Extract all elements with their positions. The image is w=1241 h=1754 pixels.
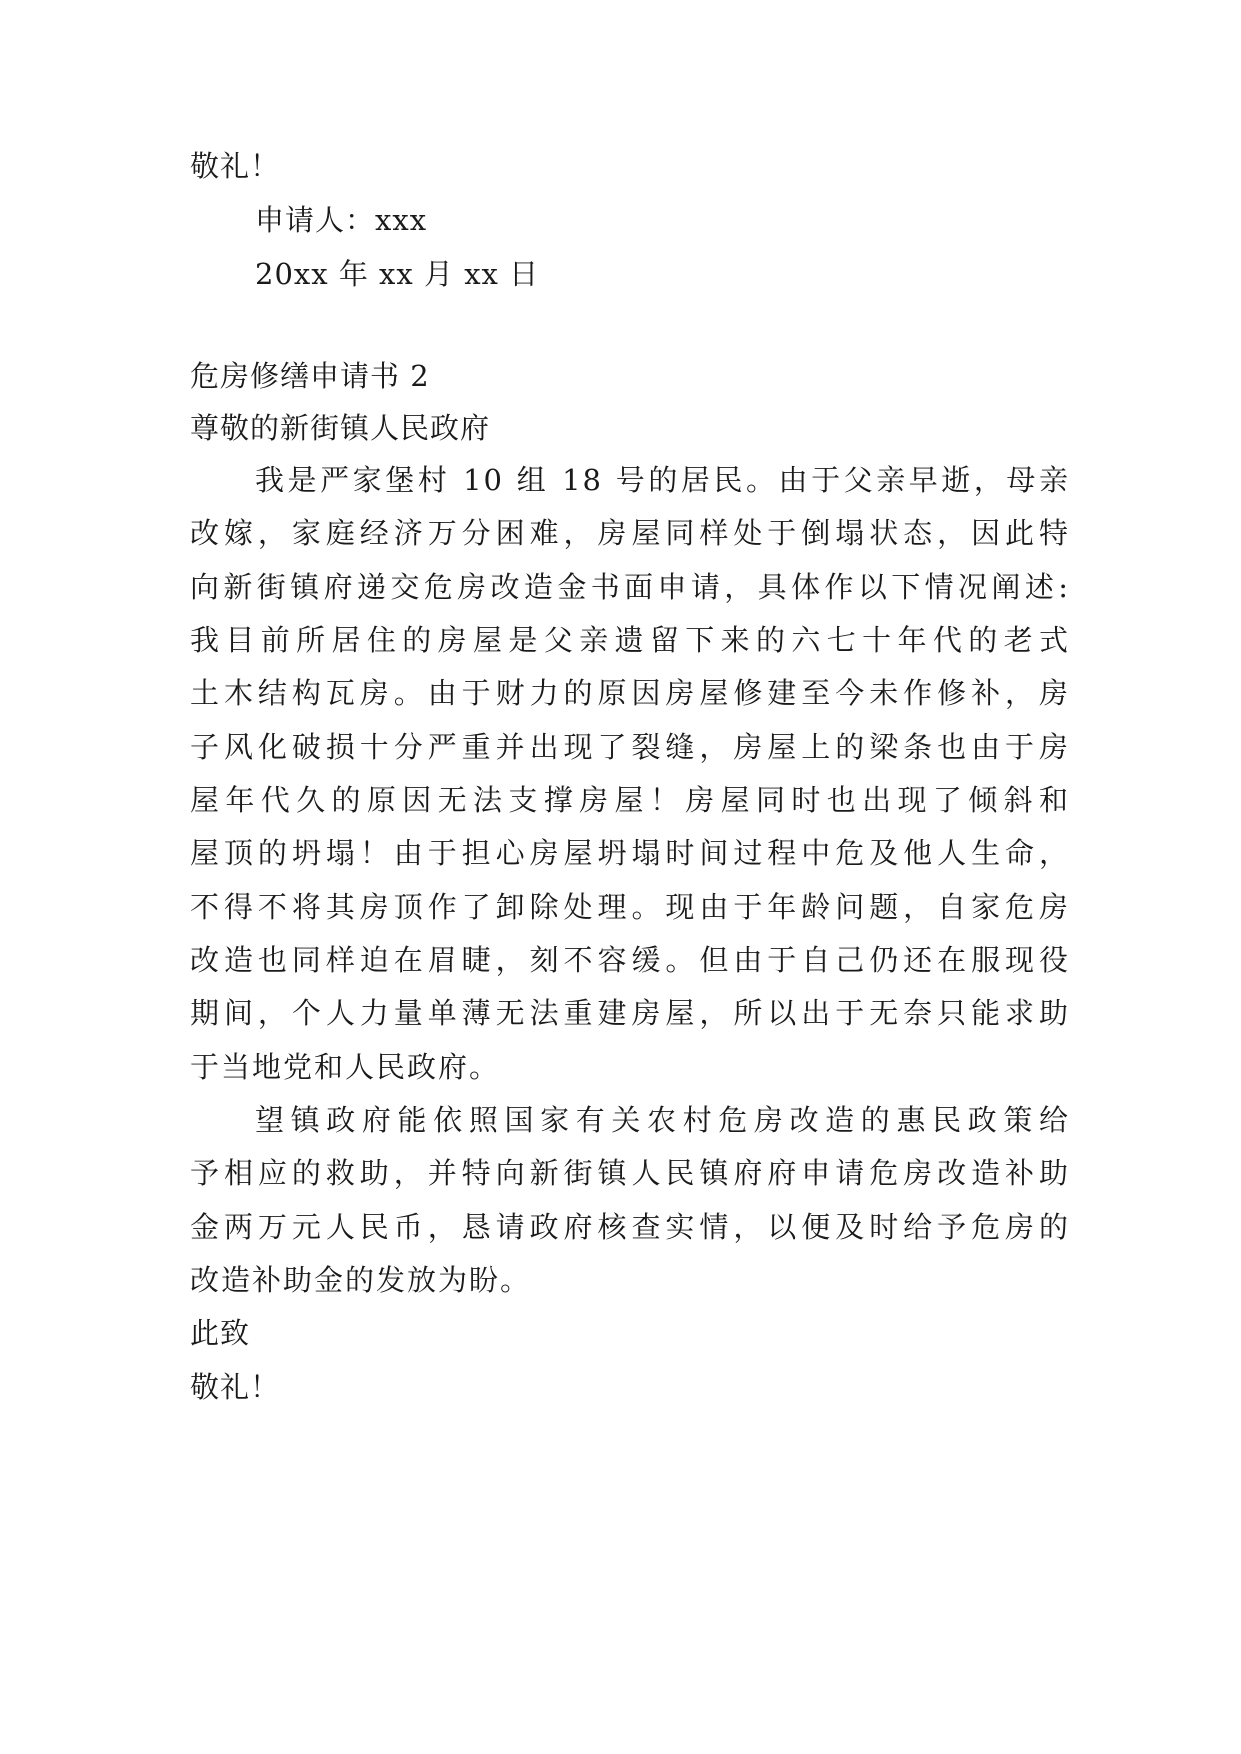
paragraph1-line: 土木结构瓦房。由于财力的原因房屋修建至今未作修补，房	[190, 676, 1070, 710]
paragraph1-line: 改嫁，家庭经济万分困难，房屋同样处于倒塌状态，因此特	[190, 516, 1070, 550]
paragraph1-line: 子风化破损十分严重并出现了裂缝，房屋上的梁条也由于房	[190, 730, 1070, 764]
paragraph1-line: 改造也同样迫在眉睫，刻不容缓。但由于自己仍还在服现役	[190, 943, 1070, 977]
paragraph1-line: 我目前所居住的房屋是父亲遗留下来的六七十年代的老式	[190, 623, 1070, 657]
paragraph1-line: 期间，个人力量单薄无法重建房屋，所以出于无奈只能求助	[190, 996, 1070, 1030]
paragraph1-line: 不得不将其房顶作了卸除处理。现由于年龄问题，自家危房	[190, 890, 1070, 924]
paragraph2-line: 望镇政府能依照国家有关农村危房改造的惠民政策给	[255, 1103, 1070, 1137]
paragraph1-line: 屋顶的坍塌！由于担心房屋坍塌时间过程中危及他人生命，	[190, 836, 1070, 870]
salute-top: 敬礼！	[190, 149, 281, 183]
applicant-line: 申请人：xxx	[255, 203, 428, 237]
paragraph1-line: 我是严家堡村 10 组 18 号的居民。由于父亲早逝，母亲	[255, 463, 1070, 497]
paragraph2-line: 予相应的救助，并特向新街镇人民镇府府申请危房改造补助	[190, 1156, 1070, 1190]
closing-cizhi: 此致	[190, 1316, 251, 1350]
paragraph2-line: 金两万元人民币，恳请政府核查实情，以便及时给予危房的	[190, 1210, 1070, 1244]
addressee: 尊敬的新街镇人民政府	[190, 411, 491, 445]
paragraph2-line: 改造补助金的发放为盼。	[190, 1263, 532, 1297]
letter-title: 危房修缮申请书 2	[190, 359, 430, 393]
paragraph1-line: 屋年代久的原因无法支撑房屋！房屋同时也出现了倾斜和	[190, 783, 1070, 817]
closing-salute: 敬礼！	[190, 1370, 281, 1404]
paragraph1-line: 于当地党和人民政府。	[190, 1050, 501, 1084]
date-line: 20xx 年 xx 月 xx 日	[255, 257, 540, 291]
paragraph1-line: 向新街镇府递交危房改造金书面申请，具体作以下情况阐述:	[190, 570, 1070, 604]
